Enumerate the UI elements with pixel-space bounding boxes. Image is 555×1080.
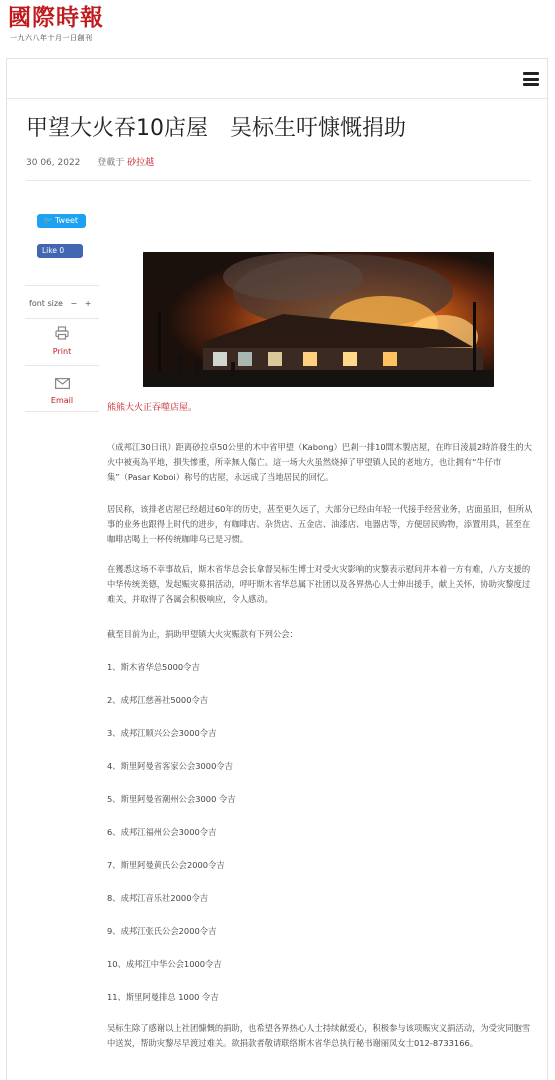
paragraph: 截至目前为止，捐助甲望镇大火灾赈款有下列公会： [107, 629, 298, 639]
article-container [6, 58, 548, 1080]
email-button[interactable] [25, 374, 99, 405]
article-category-link[interactable]: 砂拉越 [127, 158, 155, 168]
print-button[interactable] [25, 325, 99, 356]
font-decrease-button[interactable]: − [70, 299, 78, 308]
donation-item: 9、成邦江张氏公会2000令吉 [107, 926, 217, 936]
font-increase-button[interactable]: + [84, 299, 92, 308]
envelope-icon [55, 378, 70, 389]
donation-item: 1、斯木省华总5000令吉 [107, 662, 200, 672]
header-divider [26, 180, 531, 181]
twitter-bird-icon: 🐦 [43, 216, 53, 225]
donation-item: 11、斯里阿曼排总 1000 令吉 [107, 992, 219, 1002]
donation-item: 3、成邦江顺兴公会3000令吉 [107, 728, 217, 738]
closing-paragraph: 吴标生除了感谢以上社团慷慨的捐助，也希望各界热心人士持续献爱心，积极参与该项赈灾义捐活动，为受灾同胞雪中送炭，帮助灾黎尽早渡过难关。欲捐款者敬请联络斯木省华总执行秘书谢丽凤女士012-8733166。 [107, 1023, 531, 1048]
font-size-control [29, 299, 91, 308]
donation-item: 6、成邦江福州公会3000令吉 [107, 827, 217, 837]
paragraph: 在獲悉这场不幸事故后，斯木省华总会长拿督吴标生博士对受火灾影响的灾黎表示慰问并本着一方有难，八方支援的中华传统美德，发起赈灾募捐活动，呼吁斯木省华总属下社团以及各界热心人士伸出援手，献上关怀，协助灾黎度过难关，并取得了各属会积极响应，令人感动。 [107, 564, 531, 604]
sidebar-divider [25, 365, 99, 366]
article-meta [26, 155, 154, 168]
sidebar-divider [25, 318, 99, 319]
paragraph: 居民称，该排老店屋已经超过60年的历史，甚至更久远了，大部分已经由年轻一代接手经营业务，店面虽旧，但所从事的业务也跟得上时代的进步，有咖啡店、杂货店、五金店、油漆店、电器店等，方便居民购物，添置用具，甚至在咖啡店喝上一杯传统咖啡乌已是习惯。 [107, 504, 533, 544]
like-label: Like 0 [42, 246, 65, 255]
donation-item: 5、斯里阿曼省潮州公会3000 令吉 [107, 794, 236, 804]
font-size-label: font size [29, 299, 63, 308]
donation-item: 2、成邦江慈善社5000令吉 [107, 695, 209, 705]
fire-photo [143, 252, 494, 387]
email-label: Email [50, 396, 74, 405]
fire-photo-image [143, 252, 494, 387]
donation-item: 8、成邦江音乐社2000令吉 [107, 893, 209, 903]
article-date: 30 06, 2022 [26, 158, 81, 168]
facebook-like-button[interactable] [37, 244, 83, 258]
masthead [0, 0, 555, 54]
photo-caption: 熊熊大火正吞噬店屋。 [107, 403, 198, 413]
site-tagline: 一九六八年十月一日創刊 [10, 34, 93, 42]
sidebar-divider [25, 411, 99, 412]
donation-item: 7、斯里阿曼黄氏公会2000令吉 [107, 860, 225, 870]
published-prefix: 登載于 [97, 158, 125, 168]
printer-icon [55, 326, 69, 340]
print-label: Print [52, 347, 72, 356]
sidebar-divider [25, 285, 99, 286]
site-logo[interactable]: 國際時報 [8, 4, 104, 31]
tweet-button[interactable] [37, 214, 86, 228]
hamburger-icon[interactable] [523, 72, 539, 86]
donation-item: 10、成邦江中华公会1000令吉 [107, 959, 222, 969]
article-title: 甲望大火吞10店屋 吴标生吁慷慨捐助 [26, 116, 406, 141]
top-navbar [7, 59, 547, 99]
paragraph: （成邦江30日讯）距离砂拉卓50公里的木中省甲望（Kabong）巴剎一排10間木製店屋，在昨日淩晨2時許發生的大火中被夷為平地，損失慘重，所幸無人傷亡。這一场大火虽然烧掉了甲望镇人民的老地方，也让拥有“牛仔市集”（Pasar Koboi）称号的店屋，永远成了当地居民的回忆。 [107, 442, 532, 482]
donation-item: 4、斯里阿曼省客家公会3000令吉 [107, 761, 233, 771]
tweet-label: Tweet [54, 216, 79, 225]
